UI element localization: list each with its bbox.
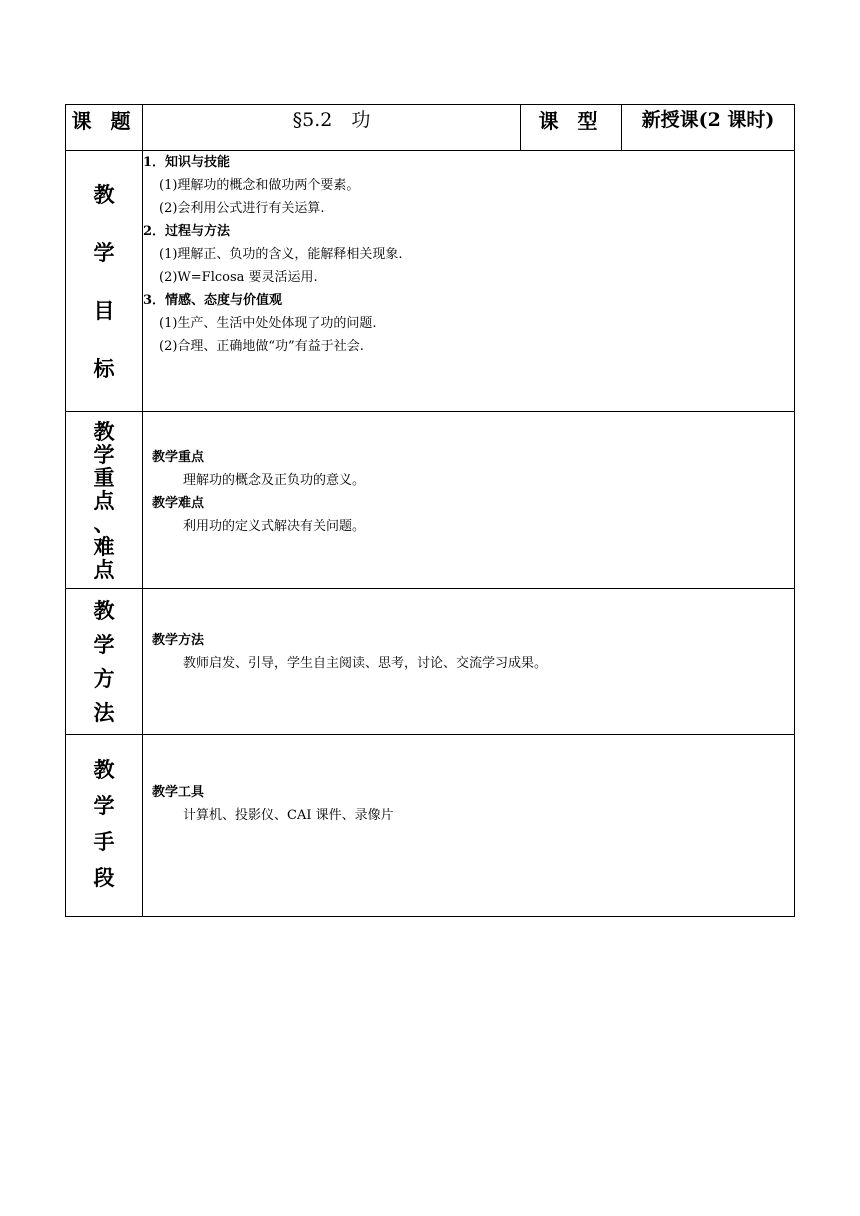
type-label: 课 型 (521, 105, 622, 151)
methods-label-char: 学 (93, 632, 115, 657)
objective-item: (1)生产、生活中处处体现了功的问题. (159, 316, 377, 331)
objective-item: (2)会利用公式进行有关运算. (159, 201, 325, 216)
means-label-char: 学 (93, 793, 115, 818)
objectives-label (66, 151, 143, 412)
means-content (143, 735, 795, 917)
objective-group-title: 2．过程与方法 (143, 224, 231, 239)
objectives-row (66, 151, 795, 412)
topic-title: §5.2 功 (143, 105, 521, 151)
methods-text: 教师启发、引导，学生自主阅读、思考，讨论、交流学习成果。 (183, 656, 548, 671)
key-points-content (143, 412, 795, 589)
header-row (66, 105, 795, 151)
topic-label: 课 题 (66, 105, 143, 151)
methods-label-char: 法 (93, 700, 115, 725)
methods-label-char: 方 (93, 666, 115, 691)
means-title: 教学工具 (152, 785, 205, 800)
methods-title: 教学方法 (152, 633, 205, 648)
focus-title: 教学重点 (152, 450, 205, 465)
key-points-label-char: 、 (93, 511, 115, 536)
means-row (66, 735, 795, 917)
means-label-char: 教 (93, 757, 115, 782)
key-points-label-char: 点 (93, 488, 115, 513)
key-points-label-char: 重 (93, 465, 115, 490)
objective-item: (2)合理、正确地做“功”有益于社会. (159, 339, 364, 354)
objective-item: (2)W=Flcosa 要灵活运用. (159, 270, 318, 285)
type-value: 新授课(2 课时) (622, 105, 795, 151)
objectives-label-char: 学 (93, 240, 115, 265)
key-points-label-char: 教 (93, 419, 115, 444)
difficulty-title: 教学难点 (152, 496, 205, 511)
means-label-char: 手 (93, 829, 115, 854)
key-points-label-char: 难 (93, 534, 115, 559)
objectives-content (143, 151, 795, 412)
objectives-label-char: 标 (93, 356, 115, 381)
methods-row (66, 589, 795, 735)
key-points-label (66, 412, 143, 589)
means-text: 计算机、投影仪、CAI 课件、录像片 (183, 808, 394, 823)
key-points-row (66, 412, 795, 589)
objectives-label-char: 目 (93, 298, 115, 323)
objective-item: (1)理解正、负功的含义，能解释相关现象. (159, 247, 403, 262)
focus-text: 理解功的概念及正负功的意义。 (183, 473, 366, 488)
lesson-plan-table (65, 104, 795, 917)
key-points-label-char: 点 (93, 557, 115, 582)
objective-item: (1)理解功的概念和做功两个要素。 (159, 178, 360, 193)
methods-label-char: 教 (93, 598, 115, 623)
key-points-label-char: 学 (93, 442, 115, 467)
means-label-char: 段 (93, 865, 115, 890)
objective-group-title: 1．知识与技能 (143, 155, 231, 170)
methods-label (66, 589, 143, 735)
means-label (66, 735, 143, 917)
difficulty-text: 利用功的定义式解决有关问题。 (183, 519, 366, 534)
objective-group-title: 3．情感、态度与价值观 (143, 293, 283, 308)
objectives-label-char: 教 (93, 182, 115, 207)
methods-content (143, 589, 795, 735)
